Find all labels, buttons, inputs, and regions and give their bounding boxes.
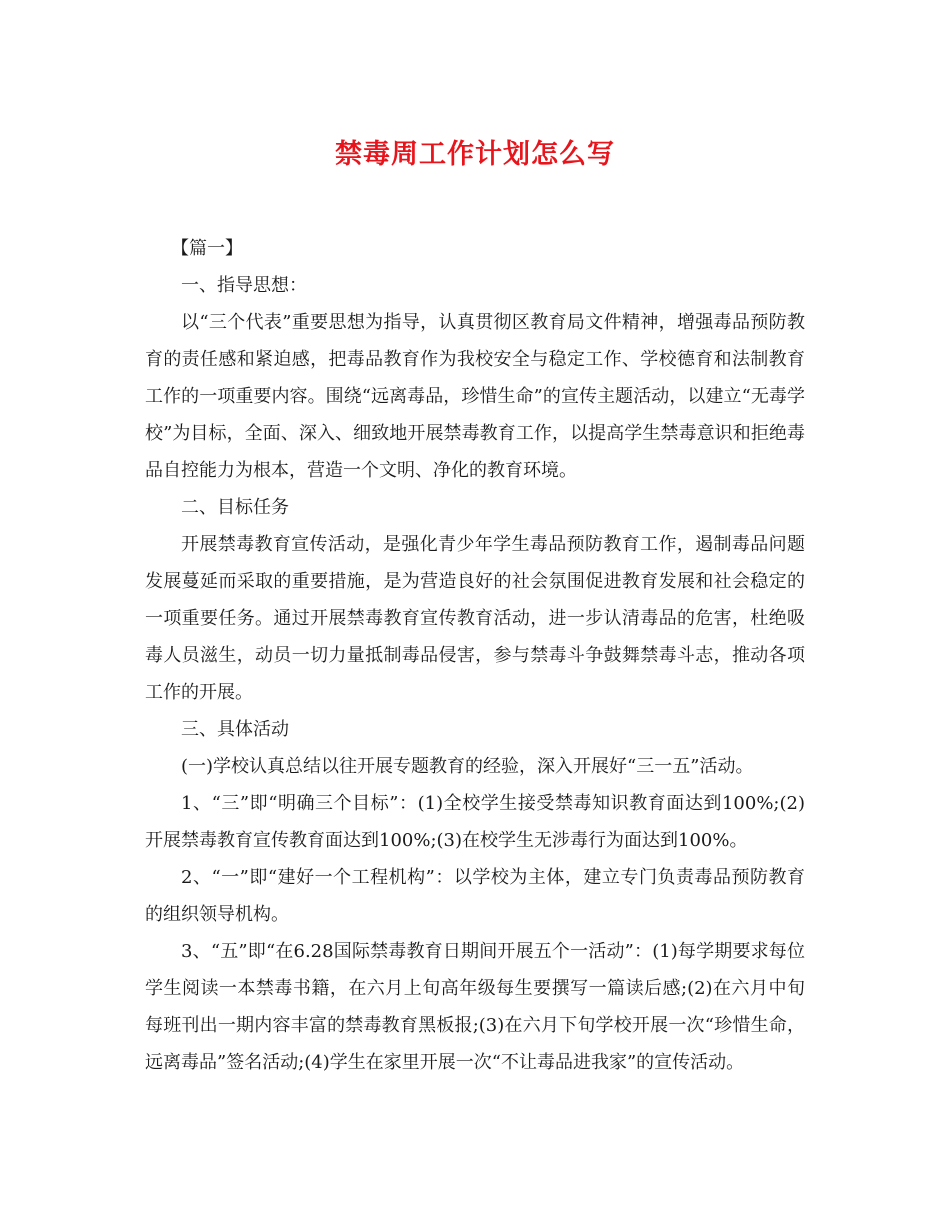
- document-title: 禁毒周工作计划怎么写: [335, 139, 615, 170]
- heading-activities: 三、具体活动: [181, 719, 289, 740]
- paragraph-activity-3: 3、“五”即“在6.28国际禁毒教育日期间开展五个一活动”：(1)每学期要求每位学生阅读一本禁毒书籍，在六月上旬高年级每生要撰写一篇读后感;(2)在六月中旬每班刊出一期内容丰富的禁毒教育黑板报;(3)在六月下旬学校开展一次“珍惜生命，远离毒品”签名活动;(4)学生在家里开展一次“不让毒品进我家”的宣传活动。: [145, 941, 805, 1073]
- heading-guiding-ideology: 一、指导思想：: [181, 275, 307, 296]
- paragraph-guiding-ideology: 以“三个代表”重要思想为指导，认真贯彻区教育局文件精神，增强毒品预防教育的责任感和紧迫感，把毒品教育作为我校安全与稳定工作、学校德育和法制教育工作的一项重要内容。围绕“远离毒品，珍惜生命”的宣传主题活动，以建立“无毒学校”为目标，全面、深入、细致地开展禁毒教育工作，以提高学生禁毒意识和拒绝毒品自控能力为根本，营造一个文明、净化的教育环境。: [145, 312, 805, 481]
- paragraph-activity-1: 1、“三”即“明确三个目标”：(1)全校学生接受禁毒知识教育面达到100%;(2)开展禁毒教育宣传教育面达到100%;(3)在校学生无涉毒行为面达到100%。: [145, 793, 805, 851]
- heading-goals: 二、目标任务: [181, 497, 289, 518]
- paragraph-activity-2: 2、“一”即“建好一个工程机构”：以学校为主体，建立专门负责毒品预防教育的组织领导机构。: [145, 867, 805, 925]
- document-body: [145, 230, 805, 1081]
- section-marker: 【篇一】: [171, 238, 243, 259]
- paragraph-activity-intro: (一)学校认真总结以往开展专题教育的经验，深入开展好“三一五”活动。: [181, 756, 754, 777]
- paragraph-goals: 开展禁毒教育宣传活动，是强化青少年学生毒品预防教育工作，遏制毒品问题发展蔓延而采取的重要措施，是为营造良好的社会氛围促进教育发展和社会稳定的一项重要任务。通过开展禁毒教育宣传教育活动，进一步认清毒品的危害，杜绝吸毒人员滋生，动员一切力量抵制毒品侵害，参与禁毒斗争鼓舞禁毒斗志，推动各项工作的开展。: [145, 534, 805, 703]
